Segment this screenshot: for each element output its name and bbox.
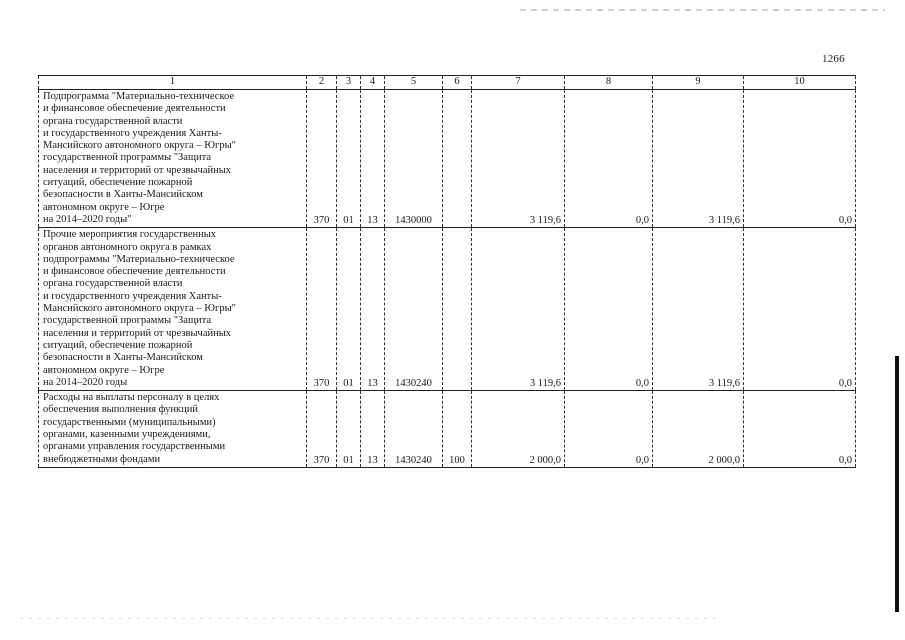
cell-target-article: 1430240 (385, 391, 443, 468)
cell-section: 01 (337, 228, 361, 391)
budget-table (38, 75, 856, 468)
cell-target-article: 1430000 (385, 90, 443, 228)
scan-dots-top (520, 9, 885, 11)
column-header: 4 (361, 76, 385, 90)
table-row (39, 228, 856, 391)
row-description: Расходы на выплаты персоналу в целях обеспечения выполнения функций государственными (муниципальными) органами, казенными учреждениями, органами управления государственными внебюджетными фондами (39, 391, 307, 468)
cell-ministry-code: 370 (307, 90, 337, 228)
column-header: 1 (39, 76, 307, 90)
row-description: Подпрограмма "Материально-техническое и финансовое обеспечение деятельности органа государственной власти и государственного учреждения Ханты- Мансийского автономного округа – Югры" государственной программы "Защита населения и территорий от чрезвычайных ситуаций, обеспечение пожарной безопасности в Ханты-Мансийском автономном округе – Югре на 2014–2020 годы" (39, 90, 307, 228)
column-header: 9 (653, 76, 744, 90)
cell-expense-type (443, 228, 472, 391)
cell-subsection: 13 (361, 90, 385, 228)
cell-expense-type: 100 (443, 391, 472, 468)
cell-ministry-code: 370 (307, 391, 337, 468)
cell-amount: 3 119,6 (472, 90, 565, 228)
column-header: 10 (744, 76, 856, 90)
column-header: 5 (385, 76, 443, 90)
cell-amount: 0,0 (744, 228, 856, 391)
cell-amount: 3 119,6 (653, 90, 744, 228)
cell-subsection: 13 (361, 391, 385, 468)
page-number: 1266 (822, 53, 845, 65)
cell-amount: 2 000,0 (472, 391, 565, 468)
cell-amount: 0,0 (565, 90, 653, 228)
cell-ministry-code: 370 (307, 228, 337, 391)
table-row (39, 391, 856, 468)
cell-amount: 3 119,6 (653, 228, 744, 391)
cell-section: 01 (337, 391, 361, 468)
cell-expense-type (443, 90, 472, 228)
cell-amount: 3 119,6 (472, 228, 565, 391)
scan-dots-bottom (20, 618, 720, 619)
header-row (39, 76, 856, 90)
column-header: 7 (472, 76, 565, 90)
column-header: 6 (443, 76, 472, 90)
scan-edge-bar (895, 356, 899, 612)
cell-subsection: 13 (361, 228, 385, 391)
column-header: 3 (337, 76, 361, 90)
cell-amount: 0,0 (565, 391, 653, 468)
cell-amount: 0,0 (565, 228, 653, 391)
cell-amount: 2 000,0 (653, 391, 744, 468)
cell-section: 01 (337, 90, 361, 228)
column-header: 8 (565, 76, 653, 90)
cell-amount: 0,0 (744, 391, 856, 468)
column-header: 2 (307, 76, 337, 90)
table-row (39, 90, 856, 228)
row-description: Прочие мероприятия государственных органов автономного округа в рамках подпрограммы "Материально-техническое и финансовое обеспечение деятельности органа государственной власти и государственного учреждения Ханты- Мансийского автономного округа – Югры" государственной программы "Защита населения и территорий от чрезвычайных ситуаций, обеспечение пожарной безопасности в Ханты-Мансийском автономном округе – Югре на 2014–2020 годы (39, 228, 307, 391)
cell-target-article: 1430240 (385, 228, 443, 391)
cell-amount: 0,0 (744, 90, 856, 228)
